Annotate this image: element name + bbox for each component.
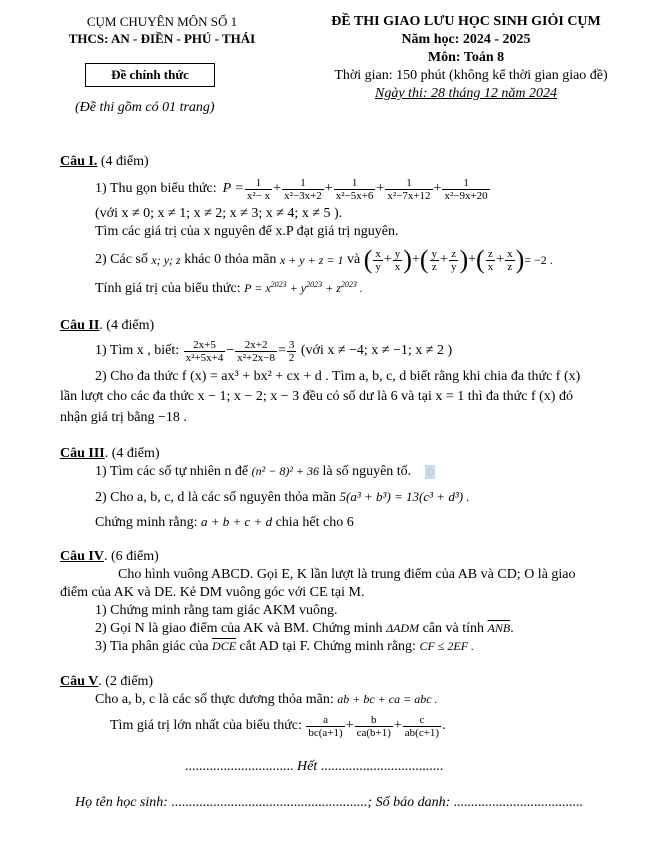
student-name-label: Họ tên học sinh: (75, 795, 168, 810)
text-cursor-highlight (425, 465, 435, 479)
q4-inequality: CF ≤ 2EF . (419, 639, 475, 653)
end-dots-right: ................................... (320, 759, 444, 774)
pages-note: (Đề thi gồm có 01 trang) (75, 100, 215, 115)
q1-p2-vars: x; y; z (151, 252, 181, 267)
q5-heading (60, 674, 153, 690)
q2-points: . (4 điểm) (99, 318, 155, 333)
q4-heading (60, 549, 159, 565)
q3-p2: 2) Cho a, b, c, d là các số nguyên thỏa mãn 5(a³ + b³) = 13(c³ + d³) . (95, 489, 470, 505)
exam-time: Thời gian: 150 phút (không kể thời gian giao đề) (334, 68, 608, 83)
q5-line1-text: Cho a, b, c là các số thực dương thỏa mãn: (95, 692, 334, 707)
q1-p2-ask: Tính giá trị của biểu thức: $P = x^{2023} + y^{2023} + z^{2023}$ . (95, 280, 363, 296)
subject: Môn: Toán 8 (427, 50, 505, 65)
student-id-label: ; Số báo danh: (367, 795, 451, 810)
q3-p1-text: 1) Tìm các số tự nhiên n để (95, 464, 249, 479)
q4-angle-dce: $\overline{DCE}$ (212, 639, 237, 653)
school-year: Năm học: 2024 - 2025 (401, 32, 531, 47)
q1-p1-intro: 1) Thu gọn biểu thức: (95, 181, 217, 196)
q4-line5 (95, 639, 474, 655)
q5-line2-text: Tìm giá trị lớn nhất của biểu thức: (110, 718, 302, 733)
end-word: Hết (297, 759, 318, 774)
q3-p3-expr: a + b + c + d (200, 514, 273, 529)
q1-heading (60, 154, 149, 170)
q3-p2-text: 2) Cho a, b, c, d là các số nguyên thỏa mãn (95, 490, 337, 505)
exam-date: Ngày thi: 28 tháng 12 năm 2024 (375, 86, 557, 101)
q1-p2-eq1: x + y + z = 1 (279, 252, 344, 267)
q4-line5-mid: cắt AD tại F. Chứng minh rằng: (239, 639, 416, 654)
q3-heading (60, 446, 160, 462)
q3-p1: 1) Tìm các số tự nhiên n để (n² − 8)² + 36 là số nguyên tố. (95, 464, 412, 479)
q5-line2: Tìm giá trị lớn nhất của biểu thức: $\frac{a}{bc(a+1)}$ + $\frac{b}{ca(b+1)}$ + $\frac{c}{ab(c+1)}$ . (110, 713, 446, 739)
q1-p2-ask-text: Tính giá trị của biểu thức: (95, 281, 241, 296)
end-line (185, 759, 443, 775)
q1-p2-mid: khác 0 thỏa mãn (184, 252, 277, 267)
q4-points: . (6 điểm) (103, 549, 159, 564)
q1-title: Câu I. (60, 154, 98, 169)
q1-p1-condition: (với x ≠ 0; x ≠ 1; x ≠ 2; x ≠ 3; x ≠ 4; x ≠ 5 ). (95, 206, 343, 221)
q3-p1-end: là số nguyên tố. (322, 464, 412, 479)
q3-title: Câu III (60, 446, 105, 461)
q5-condition: ab + bc + ca = abc . (337, 692, 438, 706)
q1-p2-intro: 2) Các số (95, 252, 148, 267)
q1-p1-expression: 1) Thu gọn biểu thức: P = $\frac{1}{\text{x²− x}}$ + $\frac{1}{\text{x²−3x+2}}$ + $\frac{1}{\text{x²−5x+6}}$ + $\frac{1}{\text{x²−7x+12}}$ + $\frac{1}{\text{x²−9x+20}}$ (95, 176, 488, 202)
q4-line4-text: 2) Gọi N là giao điểm của AK và BM. Chứng minh (95, 621, 383, 636)
q4-title: Câu IV (60, 549, 104, 564)
student-info-line (75, 795, 583, 811)
q4-line4: 2) Gọi N là giao điểm của AK và BM. Chứng minh ΔADM cân và tính $\overline{ANB}$. (95, 621, 514, 636)
q4-triangle: ΔADM (386, 621, 420, 635)
q5-points: . (2 điểm) (98, 674, 154, 689)
q5-title: Câu V (60, 674, 99, 689)
student-id-field[interactable]: ..................................... (453, 795, 584, 810)
q3-p3-text: Chứng minh rằng: (95, 515, 198, 530)
q2-title: Câu II (60, 318, 100, 333)
student-name-field[interactable]: ........................................................ (171, 795, 368, 810)
official-label: Đề chính thức (111, 67, 189, 82)
q2-p2-line2: lần lượt cho các đa thức x − 1; x − 2; x − 3 đều có số dư là 6 và tại x = 1 thì đa thức f (x) đó (60, 389, 573, 404)
q5-line1 (95, 692, 438, 708)
official-box (85, 63, 215, 87)
q2-heading (60, 318, 154, 334)
q2-p2-line1: 2) Cho đa thức f (x) = ax³ + bx² + cx + d . Tìm a, b, c, d biết rằng khi chia đa thức f (x) (95, 369, 581, 384)
q2-p1-condition: (với x ≠ −4; x ≠ −1; x ≠ 2 ) (300, 343, 453, 358)
q3-points: . (4 điểm) (104, 446, 160, 461)
q4-line2: điểm của AK và DE. Kẻ DM vuông góc với CE tại M. (60, 585, 365, 600)
school-name: THCS: AN - ĐIỀN - PHÚ - THÁI (68, 31, 256, 46)
q3-p3-end: chia hết cho 6 (275, 515, 354, 530)
q4-line4-mid: cân và tính (422, 621, 485, 636)
q4-line1: Cho hình vuông ABCD. Gọi E, K lần lượt là trung điểm của AB và CD; O là giao (118, 567, 576, 582)
q2-p1-expression: 1) Tìm x , biết: $\frac{2x+5}{\text{x²+5x+4}}$ − $\frac{2x+2}{\text{x²+2x−8}}$ = $\frac{3}{2}$ (với x ≠ −4; x ≠ −1; x ≠ 2 ) (95, 338, 453, 364)
cluster-name: CỤM CHUYÊN MÔN SỐ 1 (86, 14, 238, 29)
q3-p3 (95, 514, 354, 531)
q4-line5-text: 3) Tia phân giác của (95, 639, 209, 654)
q4-line3: 1) Chứng minh rằng tam giác AKM vuông. (95, 603, 338, 618)
q1-p2-expression: 2) Các số x; y; z khác 0 thỏa mãn x + y + z = 1 và ( $\frac{x}{y}$ + $\frac{y}{x}$ ) + ( $\frac{y}{z}$ + $\frac{z}{y}$ ) + ( $\frac{z}{x}$ + $\frac{x}{z}$ ) = −2 . (95, 245, 553, 274)
q2-p1-intro: 1) Tìm x , biết: (95, 343, 180, 358)
q1-points: (4 điểm) (97, 154, 149, 169)
exam-title: ĐỀ THI GIAO LƯU HỌC SINH GIỎI CỤM (331, 14, 601, 29)
q1-p1-ask: Tìm các giá trị của x nguyên để x.P đạt giá trị nguyên. (95, 224, 399, 239)
q1-p2-and: và (346, 252, 361, 267)
q2-p2-line3: nhận giá trị bằng −18 . (60, 410, 187, 425)
q4-angle-anb: $\overline{ANB}$ (487, 621, 511, 635)
end-dots-left: ............................... (185, 759, 294, 774)
